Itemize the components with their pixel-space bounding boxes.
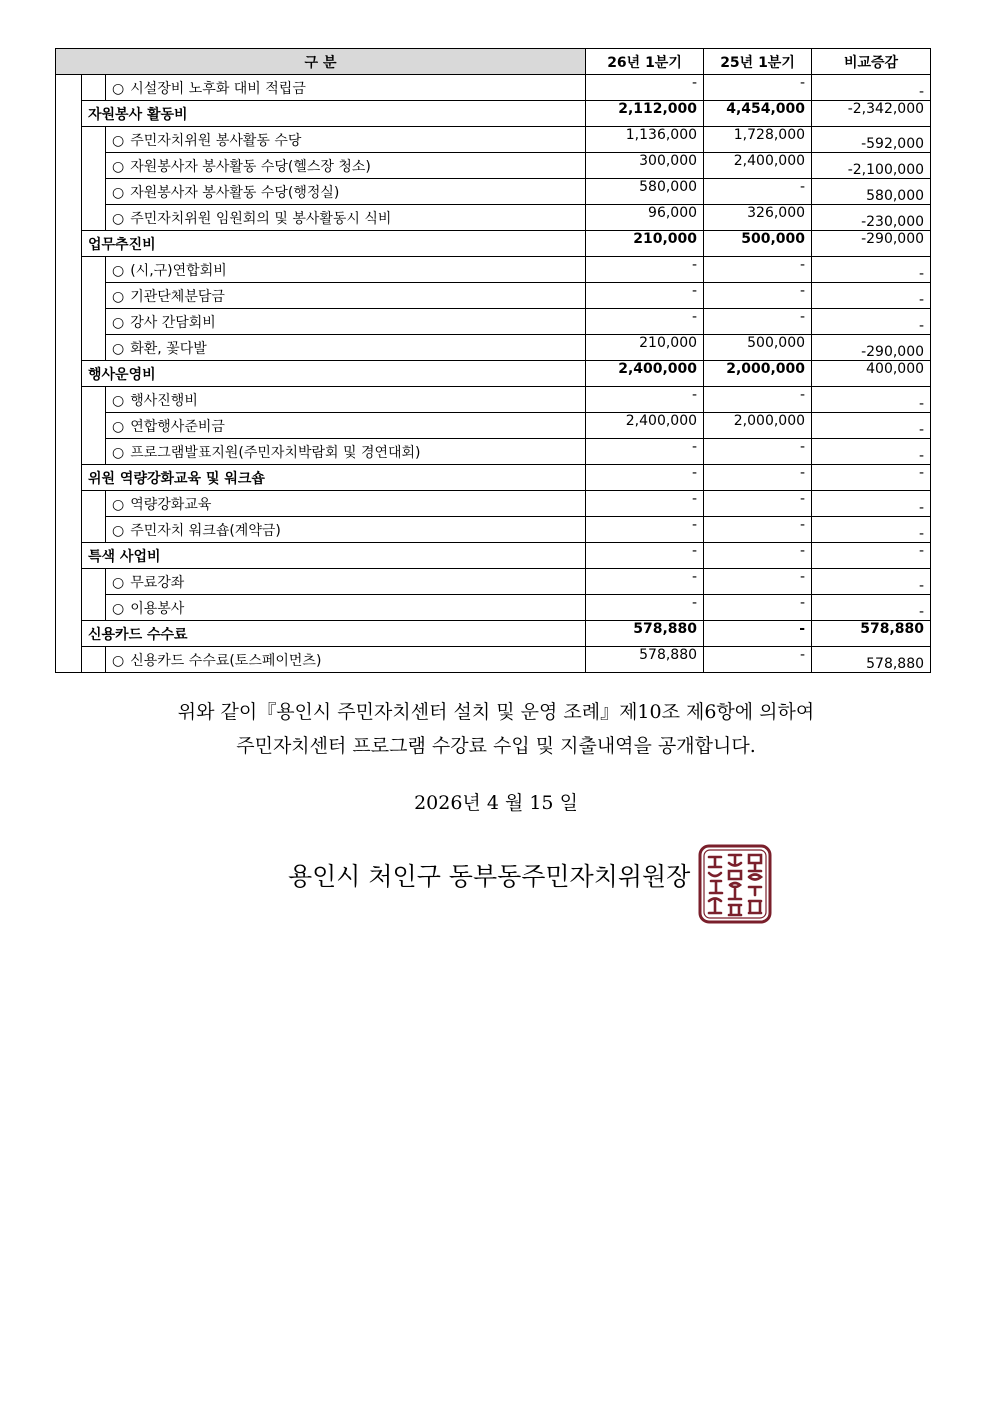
circle-bullet-icon: ○: [112, 80, 125, 97]
item-label: 신용카드 수수료(토스페이먼츠): [130, 652, 322, 669]
value-col1: -: [586, 75, 704, 101]
value-col3: -230,000: [812, 205, 931, 231]
table-row: [56, 153, 931, 179]
table-row: [56, 179, 931, 205]
circle-bullet-icon: ○: [112, 418, 125, 435]
table-row: [56, 439, 931, 465]
circle-bullet-icon: ○: [112, 340, 125, 357]
circle-bullet-icon: ○: [112, 600, 125, 617]
table-row: [56, 127, 931, 153]
value-col3: -2,100,000: [812, 153, 931, 179]
value-col2: -: [704, 647, 812, 673]
value-col1: -: [586, 309, 704, 335]
circle-bullet-icon: ○: [112, 392, 125, 409]
table-body: [56, 75, 931, 673]
group-value-col1: 2,112,000: [586, 101, 704, 127]
group-value-col1: 210,000: [586, 231, 704, 257]
table-row: [56, 75, 931, 101]
group-label: 행사운영비: [82, 361, 586, 387]
header-col2: 25년 1분기: [704, 49, 812, 75]
circle-bullet-icon: ○: [112, 652, 125, 669]
circle-bullet-icon: ○: [112, 314, 125, 331]
value-col1: 2,400,000: [586, 413, 704, 439]
value-col2: -: [704, 283, 812, 309]
group-value-col1: -: [586, 543, 704, 569]
group-value-col2: 4,454,000: [704, 101, 812, 127]
budget-table: [55, 48, 931, 673]
group-value-col3: -: [812, 543, 931, 569]
group-row: [56, 361, 931, 387]
group-row: [56, 621, 931, 647]
table-row: [56, 257, 931, 283]
item-label: 연합행사준비금: [130, 418, 225, 435]
item-label: 이용봉사: [130, 600, 185, 617]
header-col3: 비교증감: [812, 49, 931, 75]
value-col2: -: [704, 491, 812, 517]
table-row: [56, 309, 931, 335]
item-label: 주민자치위원 봉사활동 수당: [130, 132, 302, 149]
table-row: [56, 517, 931, 543]
value-col2: -: [704, 517, 812, 543]
value-col3: -: [812, 439, 931, 465]
circle-bullet-icon: ○: [112, 184, 125, 201]
issue-date: 2026년 4 월 15 일: [414, 792, 578, 814]
value-col1: 580,000: [586, 179, 704, 205]
group-row: [56, 231, 931, 257]
item-label: 무료강좌: [130, 574, 185, 591]
value-col1: -: [586, 257, 704, 283]
group-value-col1: 578,880: [586, 621, 704, 647]
group-label: 업무추진비: [82, 231, 586, 257]
group-value-col2: 2,000,000: [704, 361, 812, 387]
table-header-row: [56, 49, 931, 75]
notice-line-2: 주민자치센터 프로그램 수강료 수입 및 지출내역을 공개합니다.: [236, 735, 756, 757]
value-col3: -: [812, 75, 931, 101]
group-value-col3: -: [812, 465, 931, 491]
value-col1: -: [586, 517, 704, 543]
group-label: 자원봉사 활동비: [82, 101, 586, 127]
item-label: 자원봉사자 봉사활동 수당(행정실): [130, 184, 340, 201]
circle-bullet-icon: ○: [112, 210, 125, 227]
item-label: 강사 간담회비: [130, 314, 216, 331]
group-value-col3: -290,000: [812, 231, 931, 257]
value-col2: -: [704, 75, 812, 101]
official-seal-icon: [697, 843, 773, 925]
value-col2: 500,000: [704, 335, 812, 361]
group-label: 신용카드 수수료: [82, 621, 586, 647]
item-label: (시,구)연합회비: [130, 262, 227, 279]
item-label: 프로그램발표지원(주민자치박람회 및 경연대회): [130, 444, 421, 461]
value-col1: 96,000: [586, 205, 704, 231]
value-col1: -: [586, 283, 704, 309]
value-col3: -: [812, 569, 931, 595]
value-col3: -: [812, 413, 931, 439]
value-col2: -: [704, 569, 812, 595]
table-row: [56, 595, 931, 621]
group-value-col3: 578,880: [812, 621, 931, 647]
value-col3: -592,000: [812, 127, 931, 153]
value-col2: -: [704, 595, 812, 621]
item-label: 역량강화교육: [130, 496, 212, 513]
value-col2: -: [704, 257, 812, 283]
value-col3: -: [812, 309, 931, 335]
table-row: [56, 647, 931, 673]
group-value-col2: -: [704, 621, 812, 647]
group-label: 특색 사업비: [82, 543, 586, 569]
signer-title: 용인시 처인구 동부동주민자치위원장: [288, 862, 691, 891]
header-category: 구 분: [56, 49, 586, 75]
notice-line-1: 위와 같이『용인시 주민자치센터 설치 및 운영 조례』제10조 제6항에 의하여: [177, 701, 815, 723]
item-label: 주민자치위원 임원회의 및 봉사활동시 식비: [130, 210, 392, 227]
value-col3: 578,880: [812, 647, 931, 673]
value-col1: 1,136,000: [586, 127, 704, 153]
value-col2: 2,000,000: [704, 413, 812, 439]
value-col2: 2,400,000: [704, 153, 812, 179]
group-value-col2: 500,000: [704, 231, 812, 257]
group-value-col3: -2,342,000: [812, 101, 931, 127]
value-col3: -: [812, 491, 931, 517]
table-row: [56, 387, 931, 413]
value-col2: -: [704, 387, 812, 413]
table-row: [56, 569, 931, 595]
circle-bullet-icon: ○: [112, 574, 125, 591]
circle-bullet-icon: ○: [112, 288, 125, 305]
table-row: [56, 335, 931, 361]
value-col2: 1,728,000: [704, 127, 812, 153]
value-col2: -: [704, 439, 812, 465]
item-label: 기관단체분담금: [130, 288, 225, 305]
group-value-col2: -: [704, 465, 812, 491]
table-row: [56, 413, 931, 439]
group-row: [56, 465, 931, 491]
group-row: [56, 101, 931, 127]
item-label: 시설장비 노후화 대비 적립금: [130, 80, 306, 97]
table-row: [56, 283, 931, 309]
circle-bullet-icon: ○: [112, 262, 125, 279]
circle-bullet-icon: ○: [112, 496, 125, 513]
value-col1: -: [586, 491, 704, 517]
item-label: 행사진행비: [130, 392, 198, 409]
value-col1: 578,880: [586, 647, 704, 673]
header-col1: 26년 1분기: [586, 49, 704, 75]
value-col2: -: [704, 309, 812, 335]
value-col2: 326,000: [704, 205, 812, 231]
table-row: [56, 491, 931, 517]
circle-bullet-icon: ○: [112, 158, 125, 175]
value-col1: 210,000: [586, 335, 704, 361]
group-value-col2: -: [704, 543, 812, 569]
value-col3: -: [812, 387, 931, 413]
value-col1: -: [586, 569, 704, 595]
group-value-col1: 2,400,000: [586, 361, 704, 387]
value-col1: -: [586, 387, 704, 413]
circle-bullet-icon: ○: [112, 444, 125, 461]
group-value-col1: -: [586, 465, 704, 491]
value-col3: -: [812, 257, 931, 283]
value-col1: 300,000: [586, 153, 704, 179]
circle-bullet-icon: ○: [112, 522, 125, 539]
value-col3: -: [812, 595, 931, 621]
value-col3: 580,000: [812, 179, 931, 205]
value-col1: -: [586, 595, 704, 621]
group-row: [56, 543, 931, 569]
circle-bullet-icon: ○: [112, 132, 125, 149]
value-col1: -: [586, 439, 704, 465]
item-label: 주민자치 워크숍(계약금): [130, 522, 281, 539]
value-col3: -: [812, 283, 931, 309]
table-row: [56, 205, 931, 231]
item-label: 화환, 꽃다발: [130, 340, 207, 357]
value-col2: -: [704, 179, 812, 205]
value-col3: -290,000: [812, 335, 931, 361]
group-label: 위원 역량강화교육 및 워크숍: [82, 465, 586, 491]
group-value-col3: 400,000: [812, 361, 931, 387]
value-col3: -: [812, 517, 931, 543]
item-label: 자원봉사자 봉사활동 수당(헬스장 청소): [130, 158, 371, 175]
